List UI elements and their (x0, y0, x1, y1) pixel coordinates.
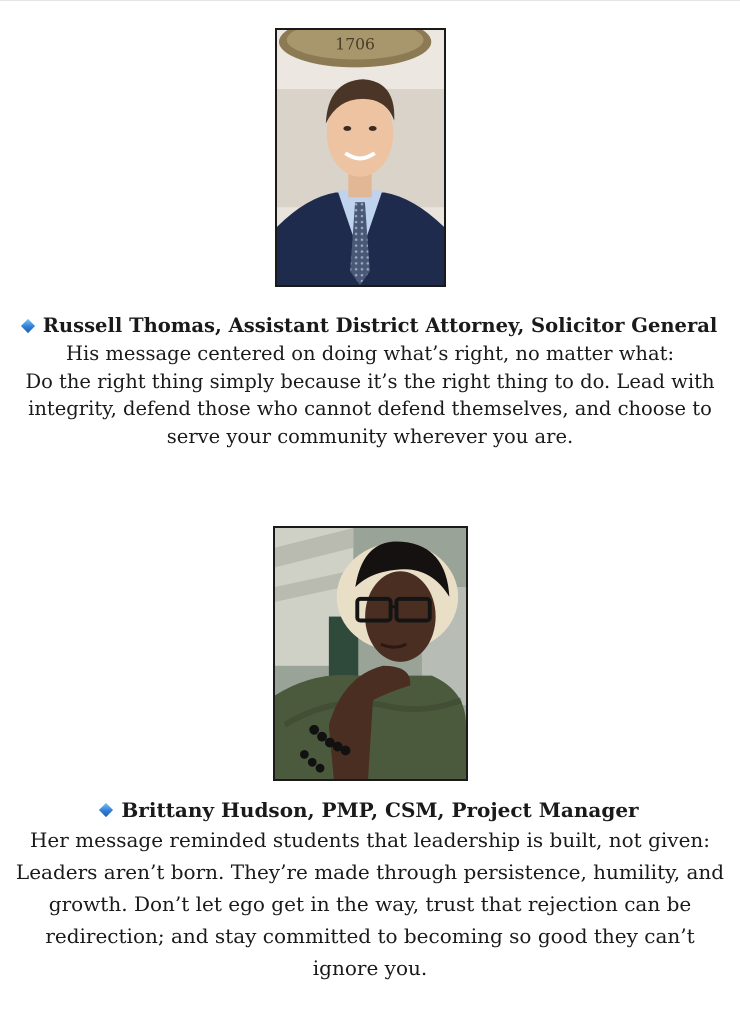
russell-thomas-line-2: integrity, defend those who cannot defend themselves, and choose to (28, 397, 712, 420)
brittany-hudson-intro: Her message reminded students that leadership is built, not given: (29, 828, 711, 852)
russell-thomas-name: Russell Thomas, Assistant District Attorney, Solicitor General (42, 314, 718, 337)
blue-diamond-icon (99, 803, 113, 817)
brittany-hudson-heading (0, 796, 740, 824)
brittany-hudson-line-3: redirection; and stay committed to becoming so good they can’t (45, 924, 695, 948)
brittany-hudson-line-2: growth. Don’t let ego get in the way, trust that rejection can be (48, 892, 692, 916)
blue-diamond-icon (21, 319, 35, 333)
brittany-hudson-block (0, 796, 740, 984)
brittany-hudson-name: Brittany Hudson, PMP, CSM, Project Manager (121, 798, 639, 822)
russell-thomas-line-1: Do the right thing simply because it’s the right thing to do. Lead with (25, 369, 715, 393)
brittany-hudson-line-4: ignore you. (312, 956, 428, 980)
russell-thomas-heading (0, 312, 740, 340)
brittany-hudson-photo (273, 526, 468, 781)
top-divider (0, 0, 740, 1)
russell-thomas-block (0, 312, 740, 450)
russell-thomas-intro: His message centered on doing what’s right, no matter what: (65, 342, 675, 365)
russell-thomas-line-3: serve your community wherever you are. (166, 424, 574, 448)
brittany-hudson-line-1: Leaders aren’t born. They’re made through persistence, humility, and (15, 860, 725, 884)
svg-text:1706: 1706 (335, 34, 375, 54)
russell-thomas-photo (275, 28, 446, 287)
